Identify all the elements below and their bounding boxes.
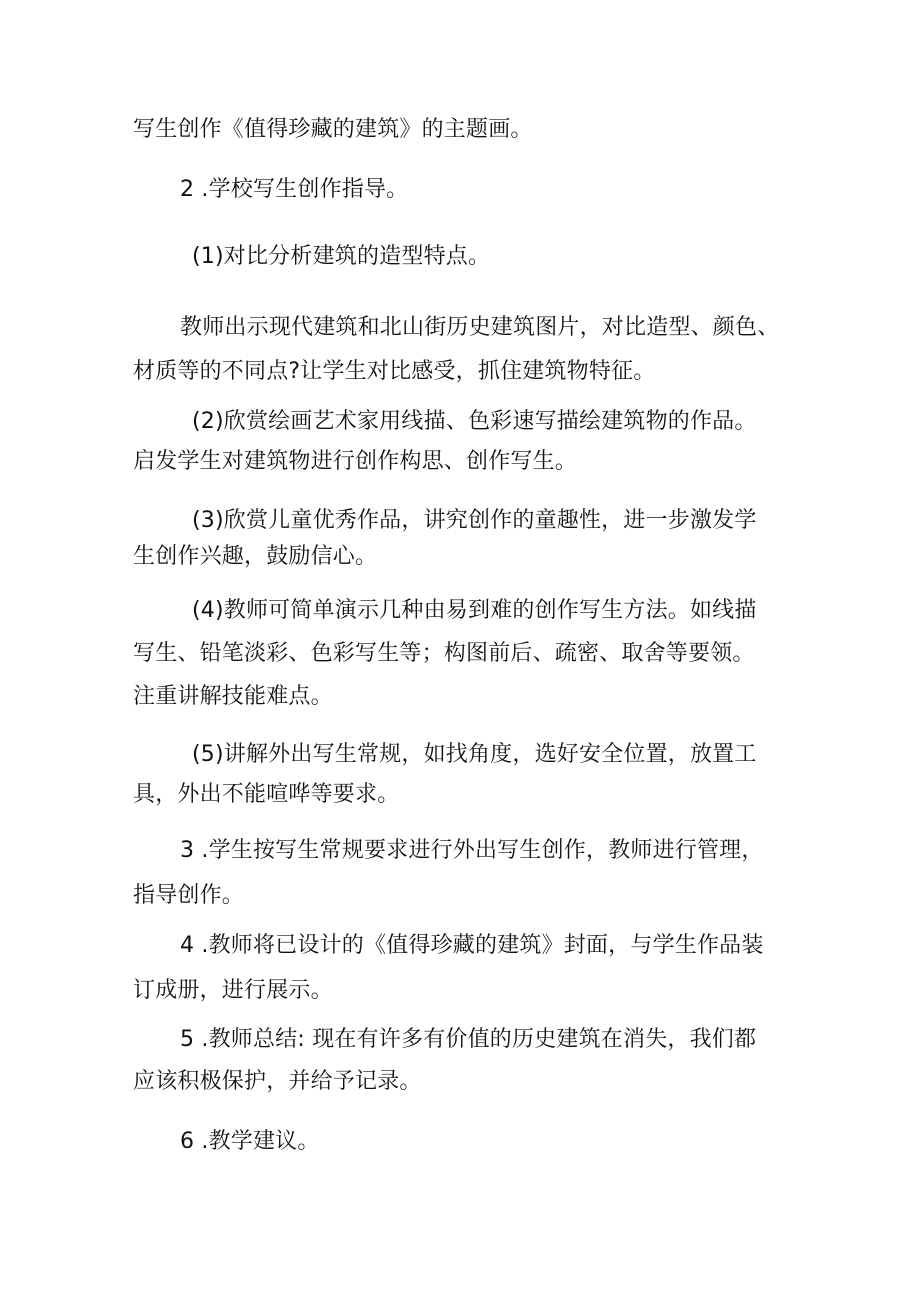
section-heading: 6 .教学建议。 [180,1129,320,1154]
paragraph-line: 生创作兴趣，鼓励信心。 [133,544,378,569]
subsection-heading: (1)对比分析建筑的造型特点。 [192,244,491,269]
paragraph-line: 材质等的不同点?让学生对比感受，抓住建筑物特征。 [133,359,656,384]
paragraph-line: 应该积极保护，并给予记录。 [133,1069,422,1094]
paragraph-line: 5 .教师总结: 现在有许多有价值的历史建筑在消失，我们都 [180,1027,757,1052]
paragraph-line: 启发学生对建筑物进行创作构思、创作写生。 [133,449,578,474]
paragraph-line: (2)欣赏绘画艺术家用线描、色彩速写描绘建筑物的作品。 [192,409,757,434]
paragraph-line: (3)欣赏儿童优秀作品，讲究创作的童趣性，进一步激发学 [192,508,757,533]
paragraph-line: (4)教师可简单演示几种由易到难的创作写生方法。如线描 [192,598,757,623]
paragraph-line: 写生、铅笔淡彩、色彩写生等；构图前后、疏密、取舍等要领。 [133,641,755,666]
paragraph-line: 教师出示现代建筑和北山街历史建筑图片，对比造型、颜色、 [180,315,780,340]
paragraph-line: 具，外出不能喧哗等要求。 [133,782,400,807]
paragraph-line: 订成册，进行展示。 [133,978,333,1003]
paragraph-line: 指导创作。 [133,883,245,908]
paragraph-line: 4 .教师将已设计的《值得珍藏的建筑》封面，与学生作品装 [180,933,764,958]
paragraph-line: (5)讲解外出写生常规，如找角度，选好安全位置，放置工 [192,742,757,767]
section-heading: 2 .学校写生创作指导。 [180,177,409,202]
paragraph-line: 3 .学生按写生常规要求进行外出写生创作，教师进行管理， [180,838,764,863]
paragraph-line: 写生创作《值得珍藏的建筑》的主题画。 [133,117,533,142]
paragraph-line: 注重讲解技能难点。 [133,684,333,709]
